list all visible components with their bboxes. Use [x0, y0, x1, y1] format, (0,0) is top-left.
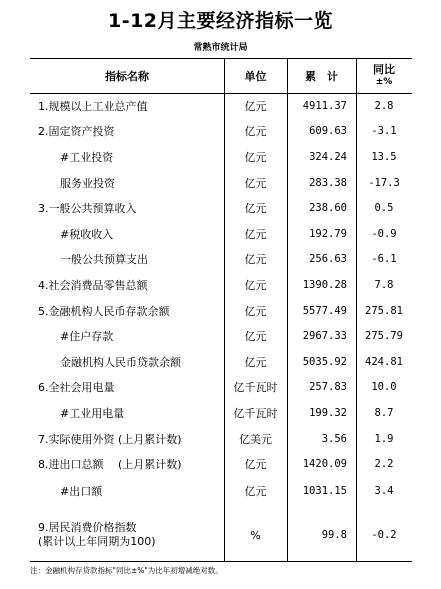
indicator-total: 609.63	[309, 125, 347, 138]
indicator-name: #工业投资	[60, 150, 114, 164]
indicators-table	[30, 58, 412, 562]
indicator-yoy: 13.5	[371, 150, 397, 163]
indicator-name: #住户存款	[60, 330, 114, 344]
indicator-total: 4911.37	[302, 99, 347, 112]
indicator-yoy: 3.4	[374, 484, 394, 497]
indicator-unit: 亿元	[244, 125, 267, 139]
indicator-unit: 亿美元	[239, 432, 272, 446]
table-row	[30, 170, 412, 196]
indicator-name: #税收收入	[60, 227, 114, 241]
indicator-unit: 亿元	[244, 458, 267, 472]
indicator-yoy: 275.81	[365, 304, 403, 317]
table-header	[30, 59, 412, 94]
indicator-name: 金融机构人民币贷款余额	[60, 355, 181, 369]
indicator-total: 324.24	[309, 150, 347, 163]
indicator-unit: 亿元	[244, 304, 267, 318]
indicator-name: 5.金融机构人民币存款余额	[38, 304, 170, 318]
indicator-total: 1031.15	[302, 484, 347, 497]
indicator-name: 7.实际使用外资 (上月累计数)	[38, 432, 182, 446]
indicator-yoy: 2.2	[374, 458, 394, 471]
indicator-total: 1420.09	[302, 458, 347, 471]
table-row	[30, 247, 412, 273]
indicator-total: 1390.28	[302, 278, 347, 291]
indicator-yoy: 1.9	[374, 432, 394, 445]
indicator-name: 4.社会消费品零售总额	[38, 278, 148, 292]
indicator-unit: 亿元	[244, 176, 267, 190]
indicator-name: 1.规模以上工业总产值	[38, 99, 148, 113]
indicator-total: 199.32	[309, 406, 347, 419]
indicator-name: 8.进出口总额 (上月累计数)	[38, 458, 182, 472]
table-row	[30, 272, 412, 298]
indicator-yoy: -3.1	[371, 125, 397, 138]
table-row	[30, 298, 412, 324]
table-row	[30, 93, 412, 119]
indicator-unit: 亿元	[244, 484, 267, 498]
indicator-total: 257.83	[309, 381, 347, 394]
header-yoy-line2: ±%	[375, 77, 393, 87]
table-row	[30, 195, 412, 221]
indicator-yoy: 7.8	[374, 278, 394, 291]
indicator-unit: 亿元	[244, 202, 267, 216]
indicator-unit: 亿元	[244, 99, 267, 113]
indicator-yoy: 8.7	[374, 406, 394, 419]
header-unit: 单位	[244, 70, 267, 83]
indicator-unit: %	[250, 528, 261, 542]
indicator-total: 5577.49	[302, 304, 347, 317]
indicator-unit: 亿千瓦时	[233, 406, 278, 420]
table-row	[30, 349, 412, 375]
page-title: 1-12月主要经济指标一览	[107, 10, 334, 32]
indicator-unit: 亿元	[244, 253, 267, 267]
table-row	[30, 400, 412, 426]
table-row	[30, 510, 412, 562]
indicator-yoy: 275.79	[365, 330, 403, 343]
indicator-name: 3.一般公共预算收入	[38, 202, 137, 216]
table-row	[30, 426, 412, 452]
indicator-name-line1: 9.居民消费价格指数	[38, 521, 137, 535]
indicator-yoy: 2.8	[374, 99, 394, 112]
indicator-name: 一般公共预算支出	[60, 253, 148, 267]
indicator-unit: 亿元	[244, 150, 267, 164]
indicator-yoy: -6.1	[371, 253, 397, 266]
indicator-unit: 亿千瓦时	[233, 381, 278, 395]
indicator-yoy: -0.9	[371, 227, 397, 240]
indicator-unit: 亿元	[244, 227, 267, 241]
header-name: 指标名称	[105, 70, 149, 83]
indicator-unit: 亿元	[244, 330, 267, 344]
indicator-total: 2967.33	[302, 330, 347, 343]
table-row	[30, 451, 412, 477]
indicator-yoy: 424.81	[365, 355, 403, 368]
indicator-total: 3.56	[321, 432, 347, 445]
table-row	[30, 119, 412, 145]
indicator-name: 2.固定资产投资	[38, 125, 115, 139]
table-row	[30, 375, 412, 401]
table-row	[30, 323, 412, 349]
page-subtitle: 常熟市统计局	[193, 43, 248, 53]
indicator-total: 256.63	[309, 253, 347, 266]
header-yoy	[356, 59, 412, 93]
indicator-name	[38, 510, 224, 562]
indicator-yoy: 10.0	[371, 381, 397, 394]
header-total: 累 计	[305, 70, 338, 83]
indicator-yoy: 0.5	[374, 202, 394, 215]
table-row	[30, 221, 412, 247]
indicator-total: 283.38	[309, 176, 347, 189]
header-yoy-line1: 同比	[373, 63, 395, 76]
indicator-name: 6.全社会用电量	[38, 381, 115, 395]
indicator-total: 238.60	[309, 202, 347, 215]
indicator-name-line2: (累计以上年同期为100)	[38, 535, 156, 549]
indicator-name: #出口额	[60, 484, 103, 498]
indicator-yoy: -17.3	[368, 176, 400, 189]
footnote: 注：金融机构存贷款指标"同比±%"为比年初增减绝对数。	[30, 566, 223, 575]
indicator-total: 5035.92	[302, 355, 347, 368]
indicator-unit: 亿元	[244, 355, 267, 369]
indicator-name: #工业用电量	[60, 406, 125, 420]
indicator-total: 192.79	[309, 227, 347, 240]
table-row	[30, 477, 412, 505]
indicator-yoy: -0.2	[371, 529, 397, 542]
indicator-total: 99.8	[321, 529, 347, 542]
table-row	[30, 144, 412, 170]
indicator-name: 服务业投资	[60, 176, 115, 190]
indicator-unit: 亿元	[244, 278, 267, 292]
